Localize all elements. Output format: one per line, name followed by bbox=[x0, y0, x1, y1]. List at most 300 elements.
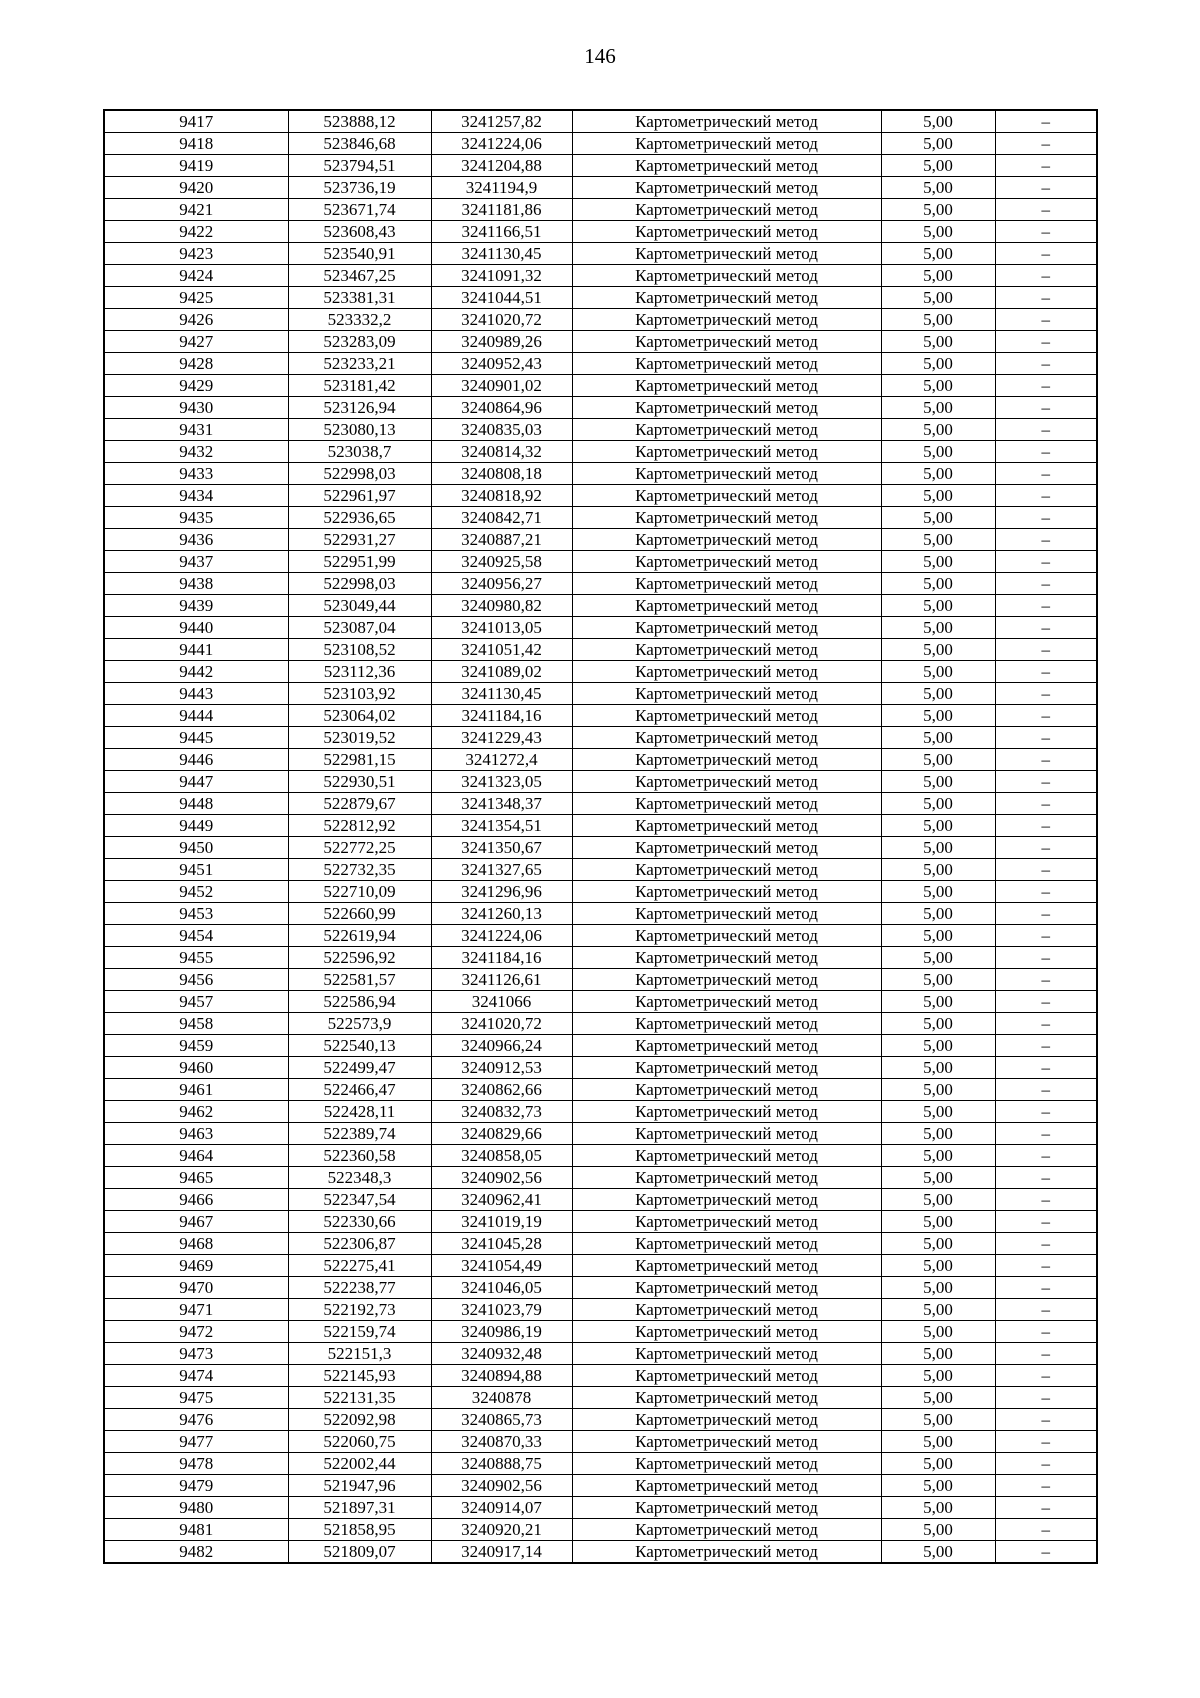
cell-point-number: 9445 bbox=[104, 727, 288, 749]
table-row bbox=[104, 903, 1097, 925]
cell-method: Картометрический метод bbox=[572, 815, 881, 837]
cell-x-coordinate: 523540,91 bbox=[288, 243, 431, 265]
cell-x-coordinate: 523103,92 bbox=[288, 683, 431, 705]
cell-y-coordinate: 3241023,79 bbox=[431, 1299, 572, 1321]
cell-method: Картометрический метод bbox=[572, 441, 881, 463]
cell-accuracy: 5,00 bbox=[881, 199, 995, 221]
cell-x-coordinate: 521858,95 bbox=[288, 1519, 431, 1541]
cell-dash: – bbox=[995, 969, 1097, 991]
cell-dash: – bbox=[995, 947, 1097, 969]
cell-dash: – bbox=[995, 375, 1097, 397]
table-row bbox=[104, 947, 1097, 969]
cell-accuracy: 5,00 bbox=[881, 1035, 995, 1057]
table-row bbox=[104, 1299, 1097, 1321]
cell-accuracy: 5,00 bbox=[881, 155, 995, 177]
table-row bbox=[104, 199, 1097, 221]
cell-x-coordinate: 522499,47 bbox=[288, 1057, 431, 1079]
cell-accuracy: 5,00 bbox=[881, 1013, 995, 1035]
table-row bbox=[104, 1167, 1097, 1189]
cell-y-coordinate: 3241051,42 bbox=[431, 639, 572, 661]
cell-accuracy: 5,00 bbox=[881, 705, 995, 727]
cell-dash: – bbox=[995, 749, 1097, 771]
cell-dash: – bbox=[995, 1409, 1097, 1431]
cell-accuracy: 5,00 bbox=[881, 1167, 995, 1189]
cell-dash: – bbox=[995, 1541, 1097, 1564]
cell-point-number: 9444 bbox=[104, 705, 288, 727]
cell-method: Картометрический метод bbox=[572, 705, 881, 727]
cell-dash: – bbox=[995, 155, 1097, 177]
cell-point-number: 9437 bbox=[104, 551, 288, 573]
table-row bbox=[104, 1145, 1097, 1167]
table-row bbox=[104, 749, 1097, 771]
cell-point-number: 9460 bbox=[104, 1057, 288, 1079]
cell-accuracy: 5,00 bbox=[881, 243, 995, 265]
cell-method: Картометрический метод bbox=[572, 551, 881, 573]
table-row bbox=[104, 771, 1097, 793]
table-row bbox=[104, 683, 1097, 705]
table-row bbox=[104, 925, 1097, 947]
cell-point-number: 9436 bbox=[104, 529, 288, 551]
cell-dash: – bbox=[995, 1189, 1097, 1211]
cell-dash: – bbox=[995, 1079, 1097, 1101]
cell-y-coordinate: 3240952,43 bbox=[431, 353, 572, 375]
cell-point-number: 9446 bbox=[104, 749, 288, 771]
cell-point-number: 9482 bbox=[104, 1541, 288, 1564]
table-row bbox=[104, 1519, 1097, 1541]
cell-dash: – bbox=[995, 661, 1097, 683]
cell-y-coordinate: 3240902,56 bbox=[431, 1475, 572, 1497]
cell-y-coordinate: 3241327,65 bbox=[431, 859, 572, 881]
cell-y-coordinate: 3241260,13 bbox=[431, 903, 572, 925]
cell-dash: – bbox=[995, 903, 1097, 925]
cell-accuracy: 5,00 bbox=[881, 969, 995, 991]
cell-method: Картометрический метод bbox=[572, 1541, 881, 1564]
cell-method: Картометрический метод bbox=[572, 1343, 881, 1365]
cell-accuracy: 5,00 bbox=[881, 1233, 995, 1255]
cell-accuracy: 5,00 bbox=[881, 1387, 995, 1409]
cell-y-coordinate: 3241229,43 bbox=[431, 727, 572, 749]
table-row bbox=[104, 110, 1097, 133]
cell-method: Картометрический метод bbox=[572, 837, 881, 859]
cell-method: Картометрический метод bbox=[572, 419, 881, 441]
cell-method: Картометрический метод bbox=[572, 133, 881, 155]
cell-point-number: 9419 bbox=[104, 155, 288, 177]
table-row bbox=[104, 1387, 1097, 1409]
cell-method: Картометрический метод bbox=[572, 1387, 881, 1409]
cell-dash: – bbox=[995, 815, 1097, 837]
cell-x-coordinate: 522710,09 bbox=[288, 881, 431, 903]
table-row bbox=[104, 1211, 1097, 1233]
cell-dash: – bbox=[995, 1167, 1097, 1189]
cell-point-number: 9448 bbox=[104, 793, 288, 815]
table-row bbox=[104, 727, 1097, 749]
cell-dash: – bbox=[995, 1519, 1097, 1541]
cell-x-coordinate: 523846,68 bbox=[288, 133, 431, 155]
cell-x-coordinate: 523736,19 bbox=[288, 177, 431, 199]
cell-point-number: 9422 bbox=[104, 221, 288, 243]
cell-method: Картометрический метод bbox=[572, 617, 881, 639]
cell-dash: – bbox=[995, 991, 1097, 1013]
cell-y-coordinate: 3240835,03 bbox=[431, 419, 572, 441]
cell-accuracy: 5,00 bbox=[881, 639, 995, 661]
cell-method: Картометрический метод bbox=[572, 1101, 881, 1123]
table-row bbox=[104, 441, 1097, 463]
cell-dash: – bbox=[995, 793, 1097, 815]
cell-dash: – bbox=[995, 110, 1097, 133]
cell-method: Картометрический метод bbox=[572, 1255, 881, 1277]
cell-x-coordinate: 523608,43 bbox=[288, 221, 431, 243]
cell-point-number: 9476 bbox=[104, 1409, 288, 1431]
cell-y-coordinate: 3240986,19 bbox=[431, 1321, 572, 1343]
cell-method: Картометрический метод bbox=[572, 1277, 881, 1299]
cell-dash: – bbox=[995, 837, 1097, 859]
cell-point-number: 9453 bbox=[104, 903, 288, 925]
table-row bbox=[104, 1035, 1097, 1057]
cell-point-number: 9432 bbox=[104, 441, 288, 463]
cell-accuracy: 5,00 bbox=[881, 1145, 995, 1167]
cell-x-coordinate: 523671,74 bbox=[288, 199, 431, 221]
table-row bbox=[104, 1453, 1097, 1475]
table-row bbox=[104, 705, 1097, 727]
table-row bbox=[104, 1189, 1097, 1211]
page-number: 146 bbox=[584, 44, 616, 68]
cell-y-coordinate: 3241224,06 bbox=[431, 925, 572, 947]
table-row bbox=[104, 1255, 1097, 1277]
cell-method: Картометрический метод bbox=[572, 287, 881, 309]
cell-dash: – bbox=[995, 1057, 1097, 1079]
cell-x-coordinate: 522998,03 bbox=[288, 463, 431, 485]
cell-point-number: 9450 bbox=[104, 837, 288, 859]
cell-accuracy: 5,00 bbox=[881, 771, 995, 793]
cell-accuracy: 5,00 bbox=[881, 1057, 995, 1079]
cell-y-coordinate: 3240980,82 bbox=[431, 595, 572, 617]
cell-x-coordinate: 522812,92 bbox=[288, 815, 431, 837]
cell-y-coordinate: 3240865,73 bbox=[431, 1409, 572, 1431]
cell-accuracy: 5,00 bbox=[881, 991, 995, 1013]
cell-method: Картометрический метод bbox=[572, 463, 881, 485]
cell-accuracy: 5,00 bbox=[881, 1431, 995, 1453]
cell-point-number: 9458 bbox=[104, 1013, 288, 1035]
cell-method: Картометрический метод bbox=[572, 221, 881, 243]
cell-point-number: 9480 bbox=[104, 1497, 288, 1519]
cell-x-coordinate: 523064,02 bbox=[288, 705, 431, 727]
cell-y-coordinate: 3241020,72 bbox=[431, 1013, 572, 1035]
cell-method: Картометрический метод bbox=[572, 1211, 881, 1233]
cell-point-number: 9452 bbox=[104, 881, 288, 903]
cell-y-coordinate: 3241054,49 bbox=[431, 1255, 572, 1277]
cell-x-coordinate: 522998,03 bbox=[288, 573, 431, 595]
cell-method: Картометрический метод bbox=[572, 309, 881, 331]
cell-x-coordinate: 523087,04 bbox=[288, 617, 431, 639]
cell-dash: – bbox=[995, 419, 1097, 441]
cell-method: Картометрический метод bbox=[572, 727, 881, 749]
cell-x-coordinate: 522466,47 bbox=[288, 1079, 431, 1101]
cell-dash: – bbox=[995, 441, 1097, 463]
cell-x-coordinate: 523467,25 bbox=[288, 265, 431, 287]
cell-method: Картометрический метод bbox=[572, 1145, 881, 1167]
cell-x-coordinate: 522930,51 bbox=[288, 771, 431, 793]
cell-method: Картометрический метод bbox=[572, 573, 881, 595]
cell-dash: – bbox=[995, 925, 1097, 947]
cell-x-coordinate: 523019,52 bbox=[288, 727, 431, 749]
table-row bbox=[104, 331, 1097, 353]
cell-point-number: 9447 bbox=[104, 771, 288, 793]
table-row bbox=[104, 551, 1097, 573]
cell-point-number: 9440 bbox=[104, 617, 288, 639]
cell-y-coordinate: 3241046,05 bbox=[431, 1277, 572, 1299]
cell-point-number: 9441 bbox=[104, 639, 288, 661]
cell-y-coordinate: 3240920,21 bbox=[431, 1519, 572, 1541]
cell-dash: – bbox=[995, 309, 1097, 331]
cell-dash: – bbox=[995, 1233, 1097, 1255]
table-row bbox=[104, 353, 1097, 375]
cell-dash: – bbox=[995, 727, 1097, 749]
cell-accuracy: 5,00 bbox=[881, 309, 995, 331]
cell-method: Картометрический метод bbox=[572, 595, 881, 617]
cell-point-number: 9431 bbox=[104, 419, 288, 441]
cell-point-number: 9433 bbox=[104, 463, 288, 485]
cell-accuracy: 5,00 bbox=[881, 1343, 995, 1365]
cell-point-number: 9454 bbox=[104, 925, 288, 947]
cell-x-coordinate: 522772,25 bbox=[288, 837, 431, 859]
cell-dash: – bbox=[995, 353, 1097, 375]
cell-x-coordinate: 522306,87 bbox=[288, 1233, 431, 1255]
cell-method: Картометрический метод bbox=[572, 1013, 881, 1035]
cell-y-coordinate: 3241130,45 bbox=[431, 683, 572, 705]
cell-y-coordinate: 3240894,88 bbox=[431, 1365, 572, 1387]
cell-method: Картометрический метод bbox=[572, 1035, 881, 1057]
cell-x-coordinate: 521809,07 bbox=[288, 1541, 431, 1564]
cell-y-coordinate: 3241045,28 bbox=[431, 1233, 572, 1255]
cell-accuracy: 5,00 bbox=[881, 287, 995, 309]
cell-x-coordinate: 522238,77 bbox=[288, 1277, 431, 1299]
cell-y-coordinate: 3241184,16 bbox=[431, 947, 572, 969]
cell-x-coordinate: 522619,94 bbox=[288, 925, 431, 947]
cell-point-number: 9442 bbox=[104, 661, 288, 683]
table-row bbox=[104, 1409, 1097, 1431]
cell-accuracy: 5,00 bbox=[881, 177, 995, 199]
table-row bbox=[104, 529, 1097, 551]
cell-accuracy: 5,00 bbox=[881, 1475, 995, 1497]
cell-accuracy: 5,00 bbox=[881, 661, 995, 683]
cell-y-coordinate: 3240914,07 bbox=[431, 1497, 572, 1519]
cell-y-coordinate: 3240887,21 bbox=[431, 529, 572, 551]
table-row bbox=[104, 1541, 1097, 1564]
cell-accuracy: 5,00 bbox=[881, 331, 995, 353]
cell-y-coordinate: 3241350,67 bbox=[431, 837, 572, 859]
cell-dash: – bbox=[995, 1211, 1097, 1233]
cell-x-coordinate: 523794,51 bbox=[288, 155, 431, 177]
table-row bbox=[104, 1497, 1097, 1519]
cell-y-coordinate: 3240818,92 bbox=[431, 485, 572, 507]
cell-x-coordinate: 522961,97 bbox=[288, 485, 431, 507]
table-row bbox=[104, 1123, 1097, 1145]
cell-x-coordinate: 523112,36 bbox=[288, 661, 431, 683]
cell-dash: – bbox=[995, 771, 1097, 793]
table-row bbox=[104, 573, 1097, 595]
cell-point-number: 9455 bbox=[104, 947, 288, 969]
cell-x-coordinate: 522330,66 bbox=[288, 1211, 431, 1233]
table-row bbox=[104, 265, 1097, 287]
cell-y-coordinate: 3241204,88 bbox=[431, 155, 572, 177]
cell-accuracy: 5,00 bbox=[881, 1365, 995, 1387]
cell-accuracy: 5,00 bbox=[881, 573, 995, 595]
cell-x-coordinate: 522540,13 bbox=[288, 1035, 431, 1057]
cell-point-number: 9456 bbox=[104, 969, 288, 991]
cell-point-number: 9429 bbox=[104, 375, 288, 397]
cell-method: Картометрический метод bbox=[572, 903, 881, 925]
cell-point-number: 9426 bbox=[104, 309, 288, 331]
cell-accuracy: 5,00 bbox=[881, 1321, 995, 1343]
table-row bbox=[104, 1365, 1097, 1387]
table-row bbox=[104, 1079, 1097, 1101]
cell-method: Картометрический метод bbox=[572, 110, 881, 133]
cell-y-coordinate: 3240858,05 bbox=[431, 1145, 572, 1167]
cell-accuracy: 5,00 bbox=[881, 837, 995, 859]
cell-accuracy: 5,00 bbox=[881, 1497, 995, 1519]
cell-x-coordinate: 522145,93 bbox=[288, 1365, 431, 1387]
cell-dash: – bbox=[995, 1343, 1097, 1365]
cell-point-number: 9434 bbox=[104, 485, 288, 507]
cell-x-coordinate: 523888,12 bbox=[288, 110, 431, 133]
cell-y-coordinate: 3240932,48 bbox=[431, 1343, 572, 1365]
cell-method: Картометрический метод bbox=[572, 771, 881, 793]
cell-x-coordinate: 521897,31 bbox=[288, 1497, 431, 1519]
cell-method: Картометрический метод bbox=[572, 485, 881, 507]
cell-point-number: 9471 bbox=[104, 1299, 288, 1321]
cell-method: Картометрический метод bbox=[572, 947, 881, 969]
cell-y-coordinate: 3240878 bbox=[431, 1387, 572, 1409]
table-row bbox=[104, 881, 1097, 903]
cell-y-coordinate: 3240888,75 bbox=[431, 1453, 572, 1475]
cell-point-number: 9451 bbox=[104, 859, 288, 881]
cell-y-coordinate: 3241019,19 bbox=[431, 1211, 572, 1233]
cell-point-number: 9428 bbox=[104, 353, 288, 375]
cell-x-coordinate: 523038,7 bbox=[288, 441, 431, 463]
table-row bbox=[104, 1321, 1097, 1343]
cell-point-number: 9466 bbox=[104, 1189, 288, 1211]
cell-y-coordinate: 3240962,41 bbox=[431, 1189, 572, 1211]
cell-y-coordinate: 3241066 bbox=[431, 991, 572, 1013]
cell-dash: – bbox=[995, 859, 1097, 881]
cell-x-coordinate: 522951,99 bbox=[288, 551, 431, 573]
cell-accuracy: 5,00 bbox=[881, 925, 995, 947]
cell-x-coordinate: 522131,35 bbox=[288, 1387, 431, 1409]
cell-dash: – bbox=[995, 1123, 1097, 1145]
cell-point-number: 9469 bbox=[104, 1255, 288, 1277]
cell-y-coordinate: 3240862,66 bbox=[431, 1079, 572, 1101]
cell-y-coordinate: 3241296,96 bbox=[431, 881, 572, 903]
cell-method: Картометрический метод bbox=[572, 155, 881, 177]
cell-accuracy: 5,00 bbox=[881, 1255, 995, 1277]
cell-point-number: 9457 bbox=[104, 991, 288, 1013]
cell-accuracy: 5,00 bbox=[881, 397, 995, 419]
cell-method: Картометрический метод bbox=[572, 397, 881, 419]
cell-method: Картометрический метод bbox=[572, 793, 881, 815]
cell-dash: – bbox=[995, 1453, 1097, 1475]
cell-point-number: 9425 bbox=[104, 287, 288, 309]
cell-point-number: 9464 bbox=[104, 1145, 288, 1167]
cell-y-coordinate: 3240989,26 bbox=[431, 331, 572, 353]
cell-method: Картометрический метод bbox=[572, 881, 881, 903]
table-row bbox=[104, 859, 1097, 881]
cell-dash: – bbox=[995, 265, 1097, 287]
table-row bbox=[104, 287, 1097, 309]
cell-method: Картометрический метод bbox=[572, 1453, 881, 1475]
cell-y-coordinate: 3241126,61 bbox=[431, 969, 572, 991]
cell-x-coordinate: 522092,98 bbox=[288, 1409, 431, 1431]
cell-point-number: 9474 bbox=[104, 1365, 288, 1387]
cell-accuracy: 5,00 bbox=[881, 749, 995, 771]
table-row bbox=[104, 1475, 1097, 1497]
cell-accuracy: 5,00 bbox=[881, 1299, 995, 1321]
table-row bbox=[104, 133, 1097, 155]
cell-y-coordinate: 3241020,72 bbox=[431, 309, 572, 331]
cell-method: Картометрический метод bbox=[572, 199, 881, 221]
cell-y-coordinate: 3240870,33 bbox=[431, 1431, 572, 1453]
cell-y-coordinate: 3240902,56 bbox=[431, 1167, 572, 1189]
cell-x-coordinate: 522732,35 bbox=[288, 859, 431, 881]
cell-y-coordinate: 3241257,82 bbox=[431, 110, 572, 133]
cell-method: Картометрический метод bbox=[572, 969, 881, 991]
cell-accuracy: 5,00 bbox=[881, 1123, 995, 1145]
cell-x-coordinate: 522931,27 bbox=[288, 529, 431, 551]
cell-point-number: 9468 bbox=[104, 1233, 288, 1255]
cell-dash: – bbox=[995, 881, 1097, 903]
cell-x-coordinate: 522159,74 bbox=[288, 1321, 431, 1343]
cell-accuracy: 5,00 bbox=[881, 133, 995, 155]
cell-y-coordinate: 3241348,37 bbox=[431, 793, 572, 815]
cell-x-coordinate: 522586,94 bbox=[288, 991, 431, 1013]
cell-x-coordinate: 522428,11 bbox=[288, 1101, 431, 1123]
cell-method: Картометрический метод bbox=[572, 683, 881, 705]
cell-accuracy: 5,00 bbox=[881, 110, 995, 133]
cell-dash: – bbox=[995, 1497, 1097, 1519]
cell-dash: – bbox=[995, 1431, 1097, 1453]
cell-x-coordinate: 522275,41 bbox=[288, 1255, 431, 1277]
cell-y-coordinate: 3240925,58 bbox=[431, 551, 572, 573]
cell-point-number: 9473 bbox=[104, 1343, 288, 1365]
table-row bbox=[104, 419, 1097, 441]
cell-y-coordinate: 3240917,14 bbox=[431, 1541, 572, 1564]
cell-y-coordinate: 3241089,02 bbox=[431, 661, 572, 683]
cell-dash: – bbox=[995, 507, 1097, 529]
cell-y-coordinate: 3240842,71 bbox=[431, 507, 572, 529]
cell-x-coordinate: 522879,67 bbox=[288, 793, 431, 815]
cell-y-coordinate: 3241091,32 bbox=[431, 265, 572, 287]
cell-accuracy: 5,00 bbox=[881, 419, 995, 441]
cell-x-coordinate: 522596,92 bbox=[288, 947, 431, 969]
cell-accuracy: 5,00 bbox=[881, 1101, 995, 1123]
cell-method: Картометрический метод bbox=[572, 529, 881, 551]
cell-accuracy: 5,00 bbox=[881, 617, 995, 639]
cell-x-coordinate: 523181,42 bbox=[288, 375, 431, 397]
cell-accuracy: 5,00 bbox=[881, 1541, 995, 1564]
cell-x-coordinate: 522192,73 bbox=[288, 1299, 431, 1321]
cell-y-coordinate: 3241166,51 bbox=[431, 221, 572, 243]
coordinates-table bbox=[103, 109, 1098, 1564]
cell-dash: – bbox=[995, 529, 1097, 551]
table-row bbox=[104, 1277, 1097, 1299]
cell-point-number: 9435 bbox=[104, 507, 288, 529]
cell-method: Картометрический метод bbox=[572, 265, 881, 287]
cell-point-number: 9472 bbox=[104, 1321, 288, 1343]
cell-point-number: 9475 bbox=[104, 1387, 288, 1409]
table-row bbox=[104, 243, 1097, 265]
cell-point-number: 9421 bbox=[104, 199, 288, 221]
cell-point-number: 9465 bbox=[104, 1167, 288, 1189]
table-row bbox=[104, 397, 1097, 419]
